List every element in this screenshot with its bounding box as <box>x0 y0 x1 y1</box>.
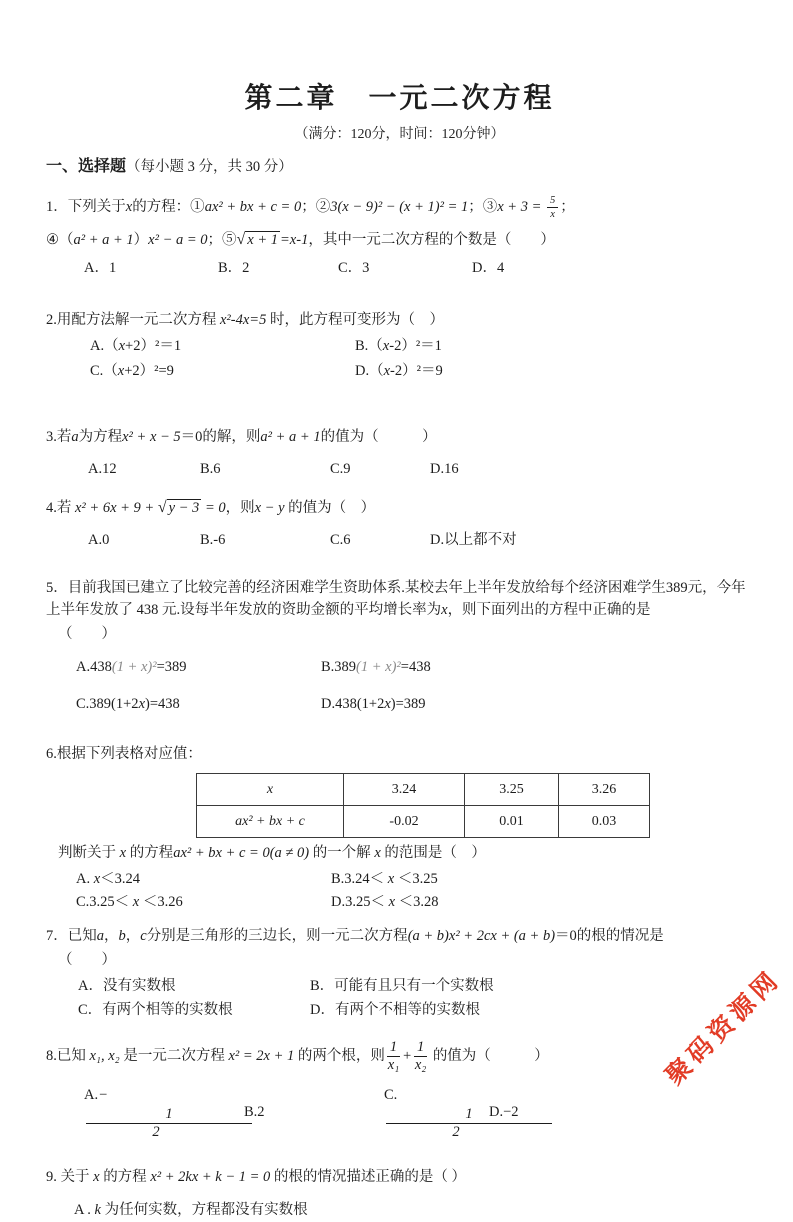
question-1-options <box>46 258 753 280</box>
option-d: D.16 <box>430 459 459 481</box>
table-cell: 3.24 <box>344 773 465 805</box>
question-4-stem: 4.若 x² + 6x + 9 + √ y − 3 = 0，则x − y 的值为（ ） <box>46 496 753 520</box>
question-4 <box>46 496 753 552</box>
table-cell: 3.25 <box>465 773 559 805</box>
question-9 <box>46 1167 753 1222</box>
table-cell: x <box>197 773 344 805</box>
question-1 <box>46 195 753 280</box>
question-3 <box>46 427 753 481</box>
question-4-options <box>46 530 753 552</box>
table-cell: 0.03 <box>559 805 650 837</box>
question-2-options <box>46 336 753 383</box>
question-1-line-2: ④（a² + a + 1）x² − a = 0；⑤√ x + 1 =x-1，其中一元二次方程的个数是（ ） <box>46 228 753 252</box>
option-a: A.− $\frac{1}{2}$ <box>84 1085 244 1140</box>
page-title: 第二章 一元二次方程 <box>46 76 753 116</box>
option-a: A.（x+2）²＝1 <box>90 336 355 358</box>
option-b: B.6 <box>200 459 330 481</box>
table-row-x <box>197 773 650 805</box>
option-c: C.9 <box>330 459 430 481</box>
question-6-judge: 判断关于 x 的方程ax² + bx + c = 0(a ≠ 0) 的一个解 x 的范围是（ ） <box>46 843 753 865</box>
section-1-heading: 一、选择题（每小题 3 分，共 30 分） <box>46 155 753 179</box>
page-subtitle: （满分：120分，时间：120分钟） <box>46 123 753 143</box>
option-c: C．3 <box>338 258 472 280</box>
option-d: D.−2 <box>489 1102 519 1124</box>
question-7 <box>46 926 753 1022</box>
option-c: C. $\frac{1}{2}$ <box>384 1085 489 1140</box>
table-row-poly <box>197 805 650 837</box>
question-9-option-a: A . k 为任何实数，方程都没有实数根 <box>46 1200 753 1222</box>
question-8-options <box>46 1085 753 1140</box>
table-cell: -0.02 <box>344 805 465 837</box>
option-d: D．4 <box>472 258 504 280</box>
question-7-options <box>46 976 753 1022</box>
option-b: B.389(1 + x)²=438 <box>321 657 753 679</box>
table-cell: 3.26 <box>559 773 650 805</box>
option-a: A．没有实数根 <box>78 976 310 998</box>
question-5-stem: 5．目前我国已建立了比较完善的经济困难学生资助体系.某校去年上半年发放给每个经济困难学生389元，今年上半年发放了 438 元.设每半年发放的资助金额的平均增长率为x，则下面列出的方程中正确的是 <box>46 578 753 622</box>
question-6 <box>46 744 753 914</box>
question-3-stem: 3.若a为方程x² + x − 5＝0的解，则a² + a + 1的值为（ ） <box>46 427 753 449</box>
option-b: B.-6 <box>200 530 330 552</box>
question-8-stem: 8.已知 x₁, x₂ 是一元二次方程 x² = 2x + 1 的两个根，则 $\frac{1}{\text{x₁}}$ + $\frac{1}{\text{x₂}}$ 的值为（ ） <box>46 1040 753 1073</box>
table-cell: 0.01 <box>465 805 559 837</box>
question-2 <box>46 310 753 383</box>
option-d: D.438(1+2x)=389 <box>321 694 753 716</box>
question-5-options <box>46 657 753 716</box>
option-b: B．可能有且只有一个实数根 <box>310 976 753 998</box>
question-6-options <box>46 869 753 914</box>
question-7-answer-blank: （ ） <box>46 950 753 972</box>
question-1-line-1: 1．下列关于x的方程：①ax² + bx + c = 0；②3(x − 9)² − (x + 1)² = 1；③x + 3 = $\frac{5}{x}$ ； <box>46 195 753 220</box>
question-9-stem: 9. 关于 x 的方程 x² + 2kx + k − 1 = 0 的根的情况描述正确的是（ ） <box>46 1167 753 1189</box>
option-a: A.0 <box>88 530 200 552</box>
option-b: B．2 <box>218 258 338 280</box>
option-c: C．有两个相等的实数根 <box>78 1000 310 1022</box>
option-a: A．1 <box>84 258 218 280</box>
watermark-stamp: 聚码资源网 <box>656 960 788 1092</box>
question-8 <box>46 1040 753 1141</box>
option-c: C.389(1+2x)=438 <box>76 694 321 716</box>
question-3-options <box>46 459 753 481</box>
option-a: A.438(1 + x)²=389 <box>76 657 321 679</box>
option-a: A. x＜3.24 <box>76 869 331 891</box>
option-a: A.12 <box>88 459 200 481</box>
table-cell: ax² + bx + c <box>197 805 344 837</box>
option-b: B.3.24＜ x ＜3.25 <box>331 869 753 891</box>
option-d: D.以上都不对 <box>430 530 517 552</box>
option-b: B.2 <box>244 1102 384 1124</box>
value-table <box>196 773 650 838</box>
option-c: C.3.25＜ x ＜3.26 <box>76 892 331 914</box>
question-2-stem: 2.用配方法解一元二次方程 x²-4x=5 时，此方程可变形为（ ） <box>46 310 753 332</box>
option-c: C.6 <box>330 530 430 552</box>
option-d: D.3.25＜ x ＜3.28 <box>331 892 753 914</box>
option-d: D.（x-2）²＝9 <box>355 361 753 383</box>
option-d: D．有两个不相等的实数根 <box>310 1000 753 1022</box>
question-7-stem: 7．已知a，b，c分别是三角形的三边长，则一元二次方程(a + b)x² + 2cx + (a + b)＝0的根的情况是 <box>46 926 753 948</box>
option-b: B.（x-2）²＝1 <box>355 336 753 358</box>
option-c: C.（x+2）²=9 <box>90 361 355 383</box>
question-6-intro: 6.根据下列表格对应值： <box>46 744 753 766</box>
question-5-answer-blank: （ ） <box>46 624 753 646</box>
question-5 <box>46 578 753 716</box>
